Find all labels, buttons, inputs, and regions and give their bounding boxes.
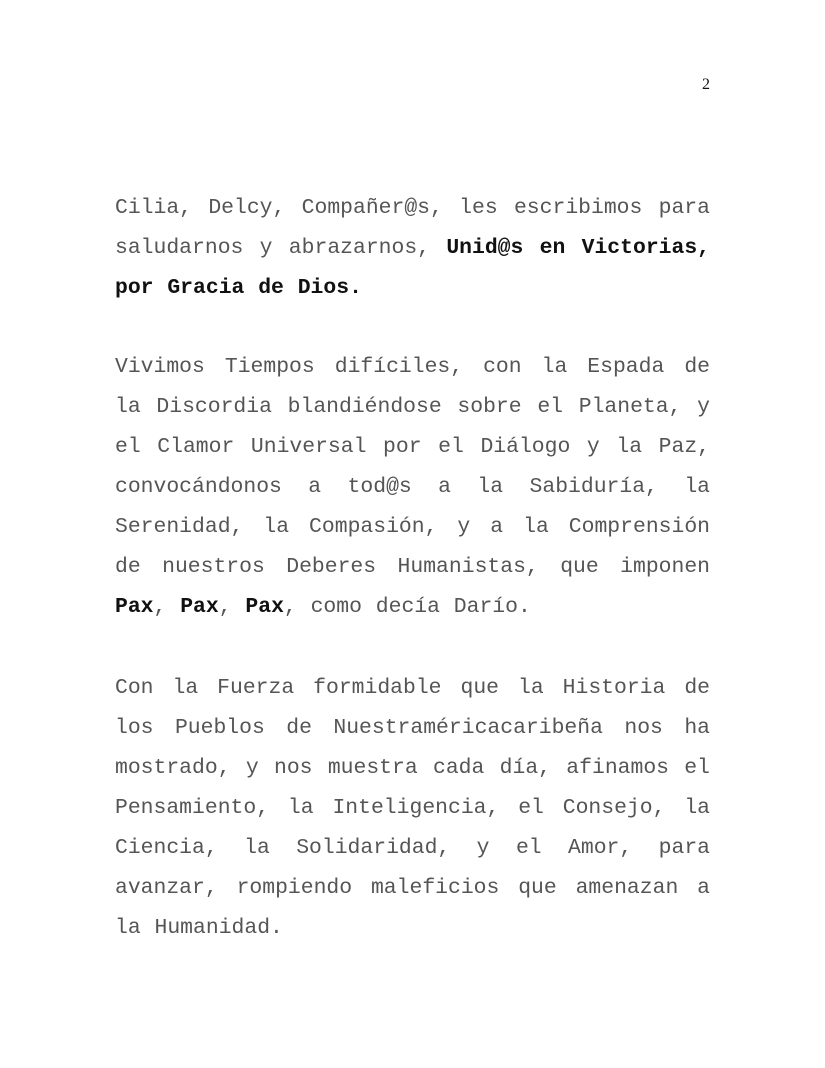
pax-bold-1: Pax [115, 595, 154, 619]
strength-text: Con la Fuerza formidable que la Historia de los Pueblos de Nuestraméricacaribeña nos ha mostrado, y nos muestra cada día, afinamos el Pensamiento, la Inteligencia, el Consejo, la Ciencia, la Solidaridad, y el Amor, para avanzar, rompiendo maleficios que amenazan a la Humanidad. [115, 676, 710, 940]
greeting-text: Cilia, Delcy, Compañer@s, les escribimos para saludarnos y abrazarnos, [115, 196, 710, 260]
pax-bold-2: Pax [180, 595, 219, 619]
pax-sep-2: , [218, 595, 246, 619]
greeting-end: . [349, 276, 362, 300]
times-text-2: , como decía Darío. [283, 595, 531, 619]
page-number: 2 [702, 76, 710, 93]
pax-sep-1: , [153, 595, 181, 619]
greeting-bold: Unid@s en Victorias, por Gracia de Dios [115, 236, 710, 300]
paragraph-greeting [115, 188, 710, 308]
paragraph-times [115, 347, 710, 627]
times-text-1: Vivimos Tiempos difíciles, con la Espada de la Discordia blandiéndose sobre el Planeta, y el Clamor Universal por el Diálogo y la Paz, convocándonos a tod@s a la Sabiduría, la Serenidad, la Compasión, y a la Comprensión de nuestros Deberes Humanistas, que imponen [115, 355, 710, 579]
paragraph-strength [115, 668, 710, 948]
pax-bold-3: Pax [245, 595, 284, 619]
